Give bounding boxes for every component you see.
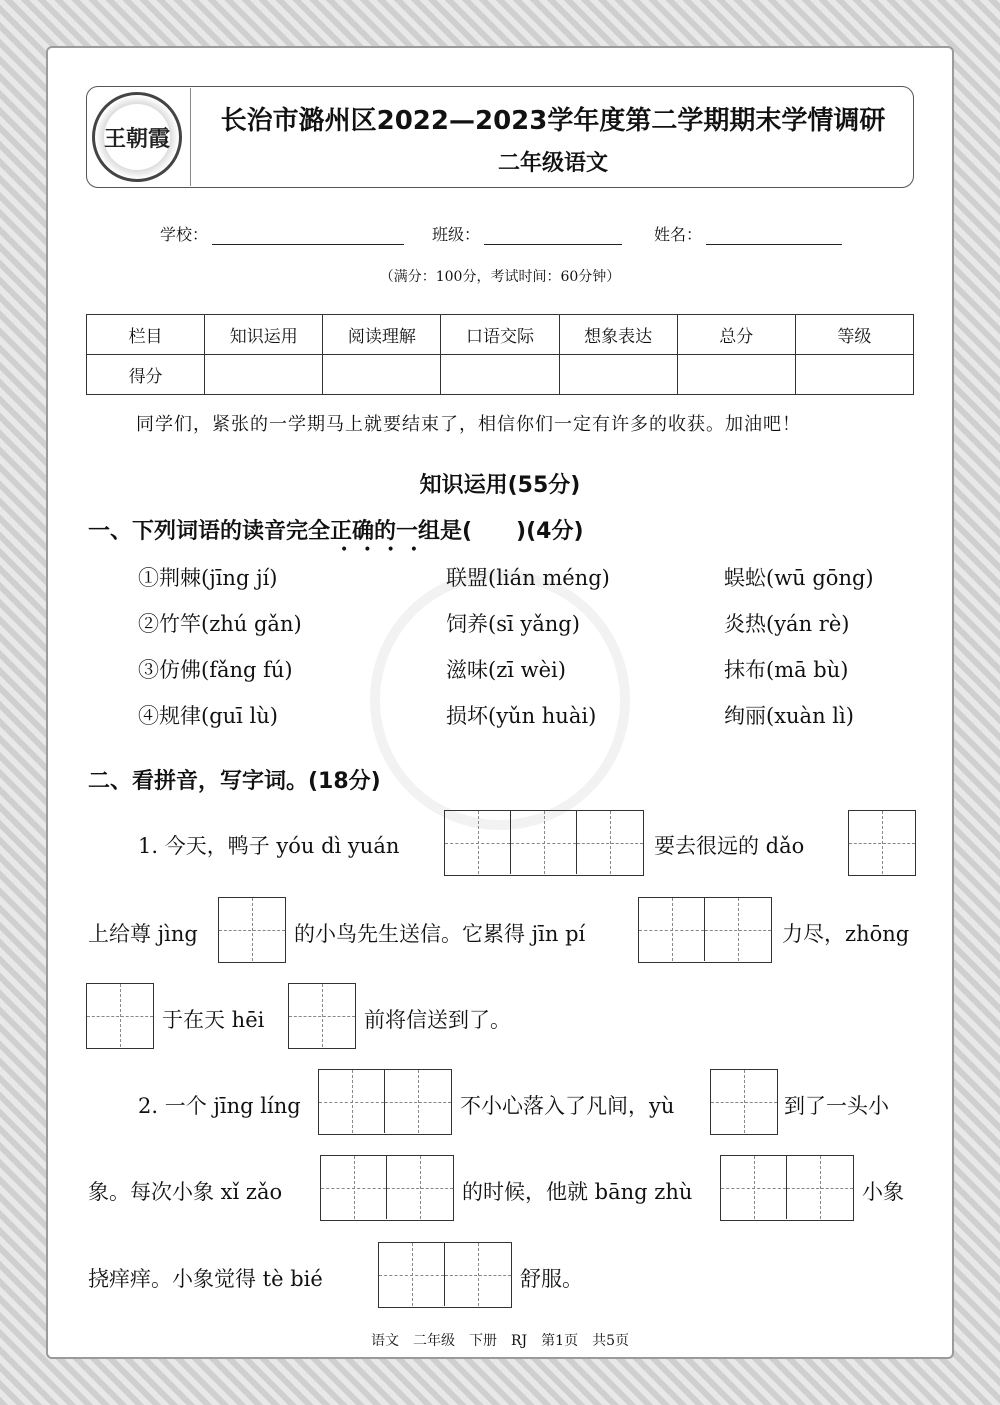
class-field [432,222,622,245]
passage-text: 于在天 hēi [162,1008,265,1032]
passage-text: 象。每次小象 xǐ zǎo [88,1180,283,1204]
writing-grid[interactable] [218,897,286,963]
score-table [86,314,914,395]
writing-cell[interactable] [319,1070,385,1133]
class-line[interactable] [484,227,622,245]
passage-text: 的小鸟先生送信。它累得 jīn pí [294,922,586,946]
option-text: 蜈蚣(wū gōng) [724,566,874,590]
name-label: 姓名： [654,225,703,244]
score-row-label: 得分 [87,355,205,395]
option-text: 饲养(sī yǎng) [446,612,580,636]
writing-grid[interactable] [318,1069,452,1135]
school-label: 学校： [160,225,209,244]
passage-text: 小象 [862,1180,904,1204]
section-title: 知识运用(55分) [419,473,581,498]
score-cell[interactable] [795,355,913,395]
score-header-cell: 口语交际 [441,315,559,355]
passage-text: 的时候，他就 bāng zhù [462,1180,693,1204]
writing-grid[interactable] [848,810,916,876]
score-cell[interactable] [441,355,559,395]
writing-cell[interactable] [577,811,643,874]
passage-text: 要去很远的 dǎo [654,834,805,858]
writing-cell[interactable] [639,898,705,961]
score-cell[interactable] [677,355,795,395]
writing-cell[interactable] [379,1243,445,1306]
school-line[interactable] [212,227,404,245]
logo-text: 王朝霞 [103,125,170,152]
exam-subtitle: 二年级语文 [497,151,608,176]
writing-cell[interactable] [321,1156,387,1219]
option-text: ④规律(guī lù) [138,704,278,728]
score-header-cell: 总分 [677,315,795,355]
writing-cell[interactable] [849,811,915,874]
question-1-title: 一、下列词语的读音完全正确的一组是( )(4分) [88,519,584,544]
option-text: ③仿佛(fǎng fú) [138,658,293,682]
writing-cell[interactable] [711,1070,777,1133]
score-cell[interactable] [559,355,677,395]
score-header-cell: 知识运用 [205,315,323,355]
score-cell[interactable] [205,355,323,395]
score-header-cell: 栏目 [87,315,205,355]
class-label: 班级： [432,225,481,244]
writing-cell[interactable] [219,898,285,961]
option-text: ①荆棘(jīng jí) [138,566,278,590]
passage-text: 到了一头小 [784,1094,889,1118]
score-header-cell: 阅读理解 [323,315,441,355]
writing-grid[interactable] [288,983,356,1049]
score-header-cell: 想象表达 [559,315,677,355]
writing-cell[interactable] [289,984,355,1047]
passage-text: 力尽，zhōng [782,922,910,946]
score-table-row [87,355,914,395]
writing-cell[interactable] [721,1156,787,1219]
name-field [654,222,842,245]
name-line[interactable] [706,227,842,245]
writing-cell[interactable] [385,1070,451,1133]
option-text: 抹布(mā bù) [724,658,849,682]
writing-cell[interactable] [511,811,577,874]
logo-divider [190,88,191,186]
score-table-header-row [87,315,914,355]
passage-text: 1. 今天，鸭子 yóu dì yuán [138,834,400,858]
logo [92,92,182,182]
exam-title: 长治市潞州区2022—2023学年度第二学期期末学情调研 [220,106,886,136]
score-cell[interactable] [323,355,441,395]
emphasis-dots: •••• [340,542,434,558]
option-text: 损坏(yǔn huài) [446,704,597,728]
writing-cell[interactable] [705,898,771,961]
writing-grid[interactable] [720,1155,854,1221]
school-field [160,222,404,245]
option-text: ②竹竿(zhú gǎn) [138,612,302,636]
passage-text: 2. 一个 jīng líng [138,1094,301,1118]
writing-grid[interactable] [710,1069,778,1135]
option-text: 联盟(lián méng) [446,566,610,590]
writing-grid[interactable] [86,983,154,1049]
passage-text: 挠痒痒。小象觉得 tè bié [88,1267,323,1291]
passage-text: 不小心落入了凡间，yù [460,1094,675,1118]
option-text: 滋味(zī wèi) [446,658,566,682]
option-text: 绚丽(xuàn lì) [724,704,854,728]
greeting-text: 同学们，紧张的一学期马上就要结束了，相信你们一定有许多的收获。加油吧！ [136,414,801,435]
writing-cell[interactable] [87,984,153,1047]
page-footer: 语文 二年级 下册 RJ 第1页 共5页 [371,1333,629,1349]
passage-text: 上给尊 jìng [88,922,198,946]
writing-grid[interactable] [638,897,772,963]
writing-grid[interactable] [444,810,644,876]
writing-grid[interactable] [378,1242,512,1308]
score-header-cell: 等级 [795,315,913,355]
writing-cell[interactable] [445,1243,511,1306]
option-text: 炎热(yán rè) [724,612,850,636]
passage-text: 前将信送到了。 [364,1008,511,1032]
passage-text: 舒服。 [520,1267,583,1291]
writing-cell[interactable] [387,1156,453,1219]
exam-note: （满分：100分，考试时间：60分钟） [379,269,621,285]
writing-grid[interactable] [320,1155,454,1221]
question-2-title: 二、看拼音，写字词。(18分) [88,769,381,794]
writing-cell[interactable] [787,1156,853,1219]
writing-cell[interactable] [445,811,511,874]
